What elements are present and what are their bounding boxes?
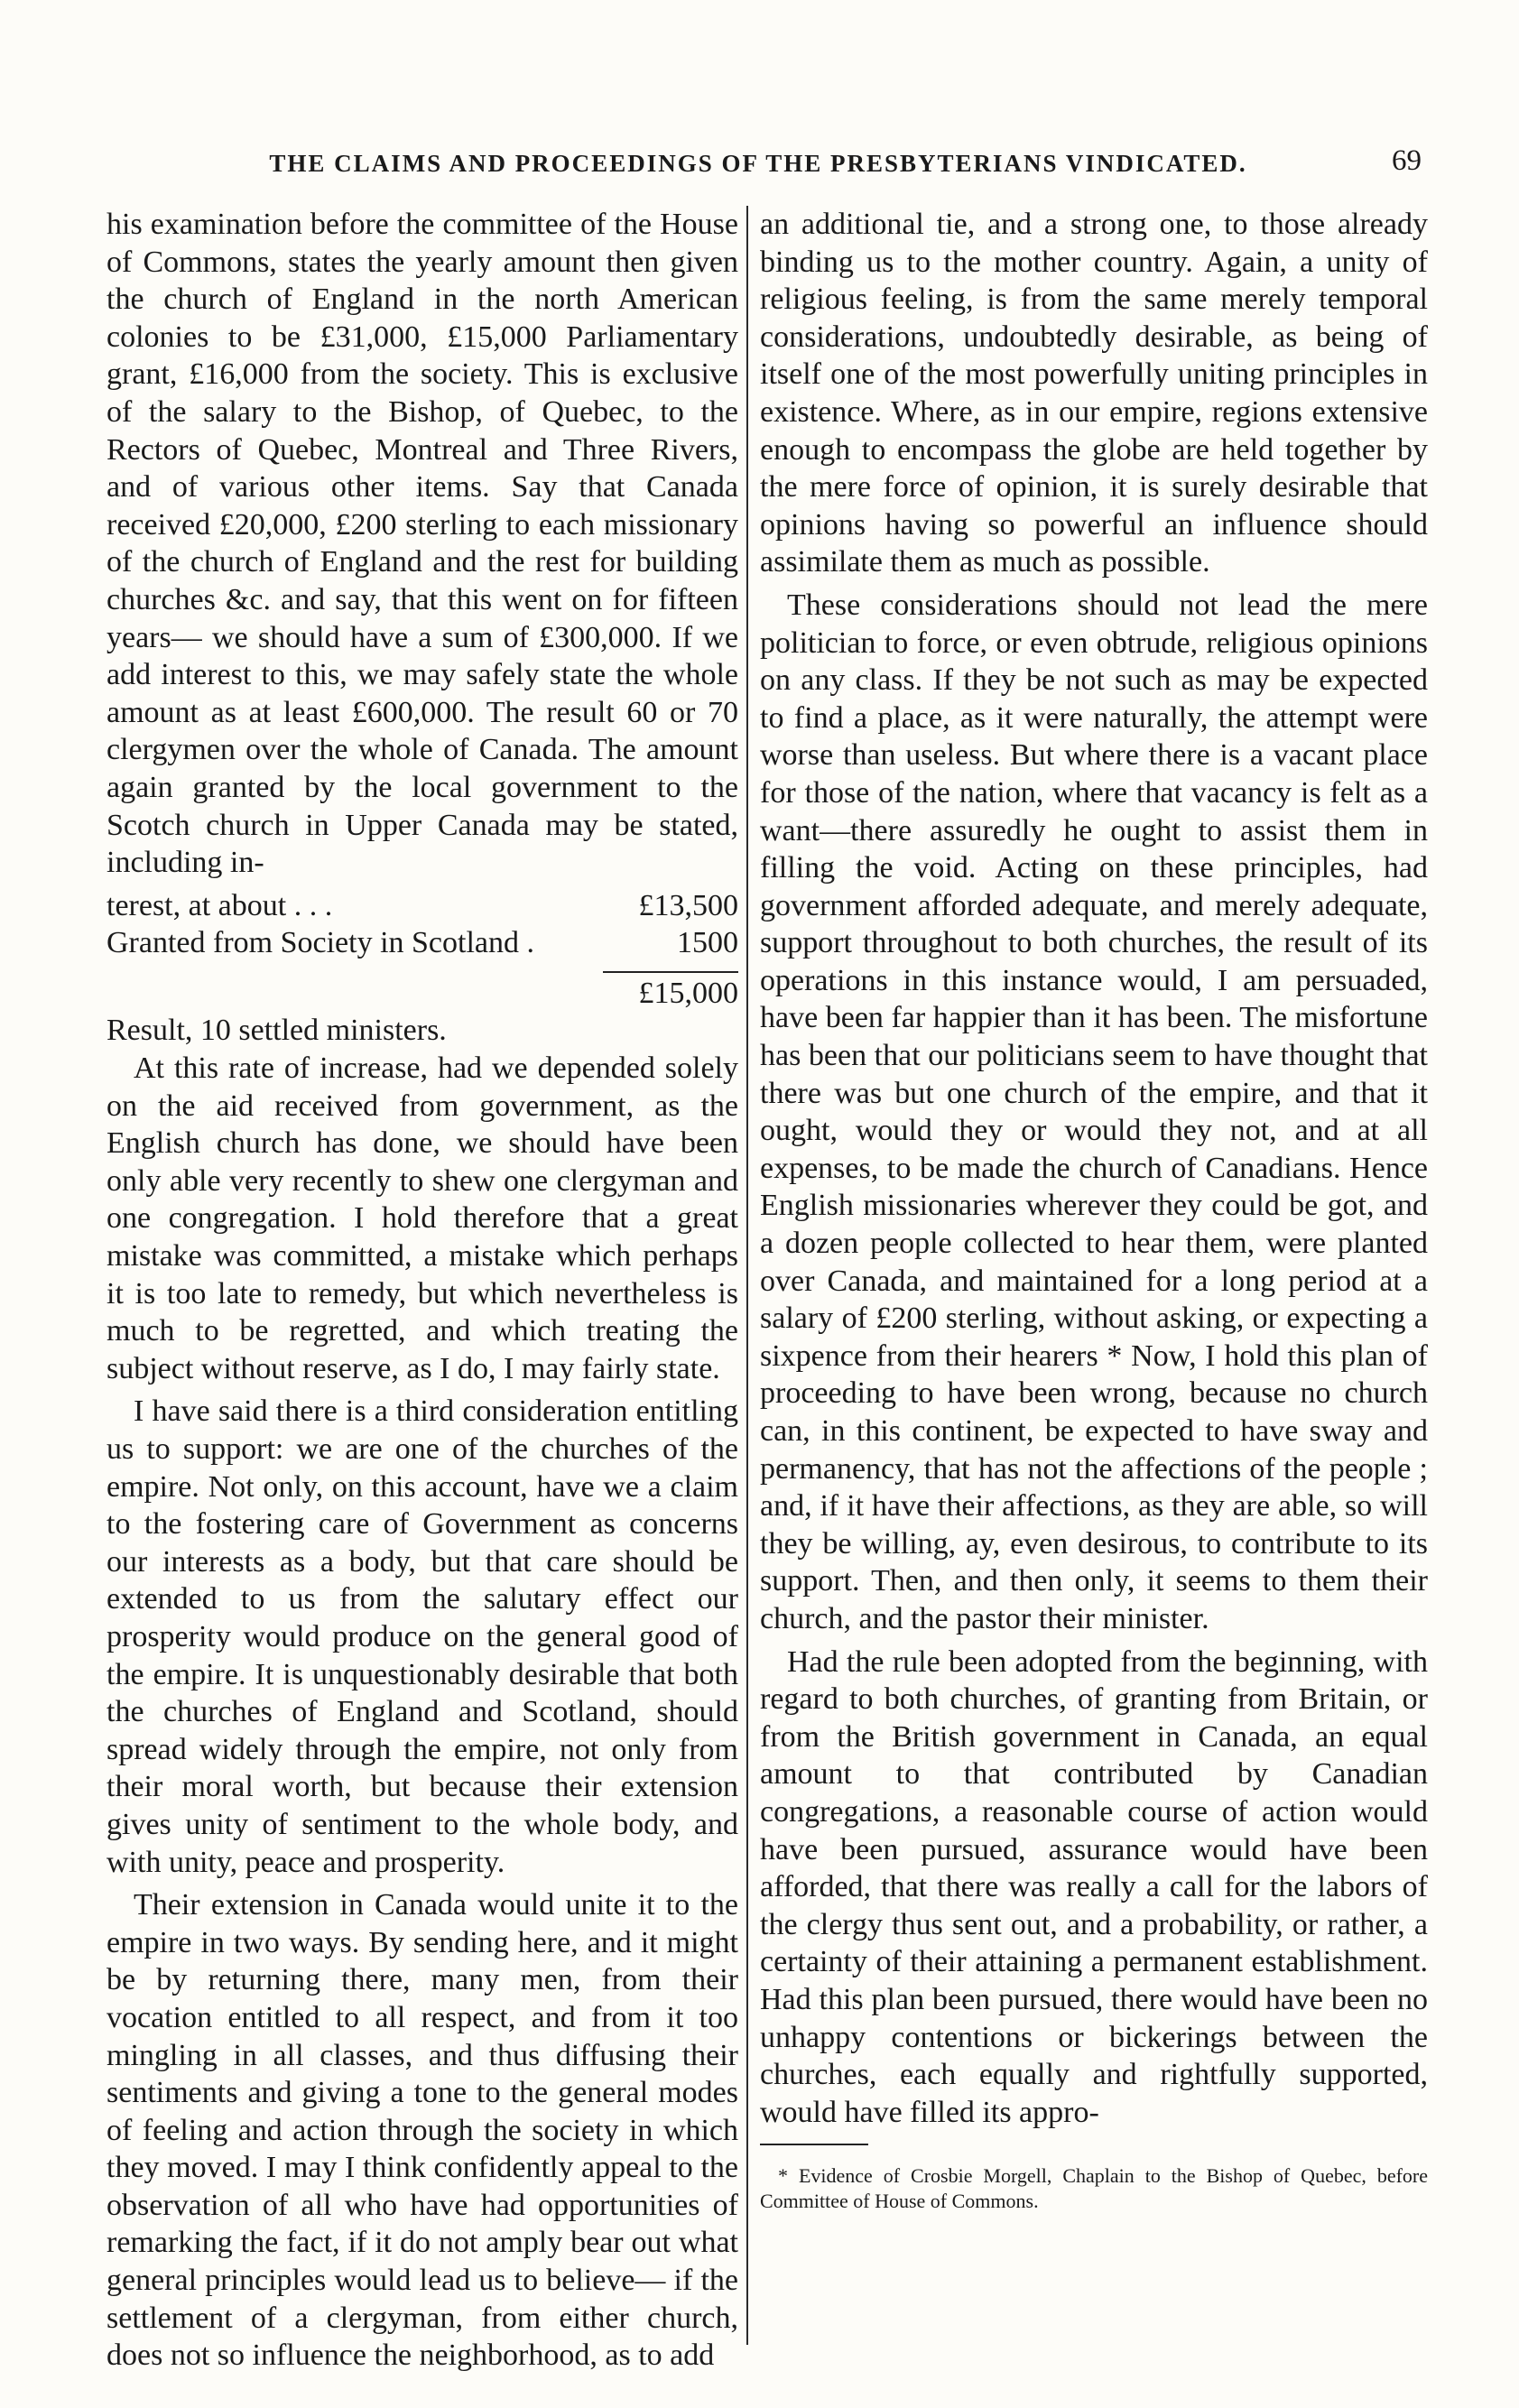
ledger-result: Result, 10 settled ministers. (107, 1014, 447, 1048)
ledger-total: £15,000 (638, 976, 738, 1010)
footnote: * Evidence of Crosbie Morgell, Chaplain to the Bishop of Quebec, before Committee of House of Commons. (760, 2164, 1428, 2213)
footnote-rule (760, 2144, 868, 2145)
column-divider (746, 206, 748, 2345)
running-header (0, 143, 1519, 188)
ledger-sum-rule (603, 971, 738, 973)
paragraph: I have said there is a third consideration entitling us to support: we are one of the churches of the empire. Not only, on this account, have we a claim to the fostering care of Government as concerns our interests as a body, but that care should be extended to us from the salutary effect our prosperity would produce on the general good of the empire. It is unquestionably desirable that both the churches of England and Scotland, should spread widely through the empire, not only from their moral worth, but because their extension gives unity of sentiment to the whole body, and with unity, peace and prosperity. (107, 1394, 738, 1879)
paragraph: At this rate of increase, had we depended solely on the aid received from government, as the English church has done, we should have been only able very recently to shew one clergyman and one congregation. I hold therefore that a great mistake was committed, a mistake which perhaps it is too late to remedy, but which nevertheless is much to be regretted, and which treating the subject without reserve, as I do, I may fairly state. (107, 1051, 738, 1385)
paragraph: his examination before the committee of the House of Commons, states the yearly amount then given the church of England in the north American colonies to be £31,000, £15,000 Parliamentary grant, £16,000 from the society. This is exclusive of the salary to the Bishop, of Quebec, to the Rectors of Quebec, Montreal and Three Rivers, and of various other items. Say that Canada received £20,000, £200 sterling to each missionary of the church of England and the rest for building churches &c. and say, that this went on for fifteen years— we should have a sum of £300,000. If we add interest to this, we may safely state the whole amount as at least £600,000. The result 60 or 70 clergymen over the whole of Canada. The amount again granted by the local government to the Scotch church in Upper Canada may be stated, including in- (107, 208, 738, 880)
ledger-label: terest, at about . . . (107, 888, 333, 922)
paragraph: Their extension in Canada would unite it to the empire in two ways. By sending here, and it might be by returning there, many men, from their vocation entitled to all respect, and from it too mingling in all classes, and thus diffusing their sentiments and giving a tone to the general modes of feeling and action through the society in which they moved. I may I think confidently appeal to the observation of all who have had opportunities of remarking the fact, if it do not amply bear out what general principles would lead us to believe— if the settlement of a clergyman, from either church, does not so influence the neighborhood, as to add (107, 1888, 738, 2373)
running-title: THE CLAIMS AND PROCEEDINGS OF THE PRESBYTERIANS VINDICATED. (269, 150, 1247, 177)
paragraph: Had the rule been adopted from the beginning, with regard to both churches, of granting from Britain, or from the British government in Canada, an equal amount to that contributed by Canadian congregations, a reasonable course of action would have been pursued, assurance would have been afforded, that there was really a call for the labors of the clergy thus sent out, and a probability, or rather, a certainty of their attaining a permanent establishment. Had this plan been pursued, there would have been no unhappy contentions or bickerings between the churches, each equally and rightfully supported, would have filled its appro- (760, 1644, 1428, 2129)
paragraph: an additional tie, and a strong one, to those already binding us to the mother country. Again, a unity of religious feeling, is from the same merely temporal considerations, undoubtedly desirable, as being of itself one of the most powerfully uniting principles in existence. Where, as in our empire, regions extensive enough to encompass the globe are held together by the mere force of opinion, it is surely desirable that opinions having so powerful an influence should assimilate them as much as possible. (760, 208, 1428, 579)
ledger-label: Granted from Society in Scotland . (107, 926, 535, 960)
ledger-row (107, 924, 738, 962)
right-column (760, 206, 1428, 2214)
ledger-amount: £13,500 (638, 888, 738, 922)
ledger-row (107, 887, 738, 925)
ledger-amount: 1500 (677, 926, 738, 960)
left-column (107, 206, 738, 2380)
page-number: 69 (1392, 144, 1422, 177)
paragraph: These considerations should not lead the mere politician to force, or even obtrude, religious opinions on any class. If they be not such as may be expected to find a place, as it were naturally, the attempt were worse than useless. But where there is a vacant place for those of the nation, where that vacancy is felt as a want—there assuredly he ought to assist them in filling the void. Acting on these principles, had government afforded adequate, and merely adequate, support throughout to both churches, the result of its operations in this instance would, I am persuaded, have been far happier than it has been. The misfortune has been that our politicians seem to have thought that there was but one church of the empire, and that it ought, would they or would they not, and at all expenses, to be made the church of Canadians. Hence English missionaries wherever they could be got, and a dozen people collected to hear them, were planted over Canada, and maintained for a long period at a salary of £200 sterling, without asking, or expecting a sixpence from their hearers * Now, I hold this plan of proceeding to have been wrong, because no church can, in this continent, be expected to have sway and permanency, that has not the affections of the people ; and, if it have their affections, as they are able, so will they be willing, ay, even desirous, to contribute to its support. Then, and then only, it seems to them their church, and the pastor their minister. (760, 588, 1428, 1635)
grant-ledger (107, 887, 738, 1050)
